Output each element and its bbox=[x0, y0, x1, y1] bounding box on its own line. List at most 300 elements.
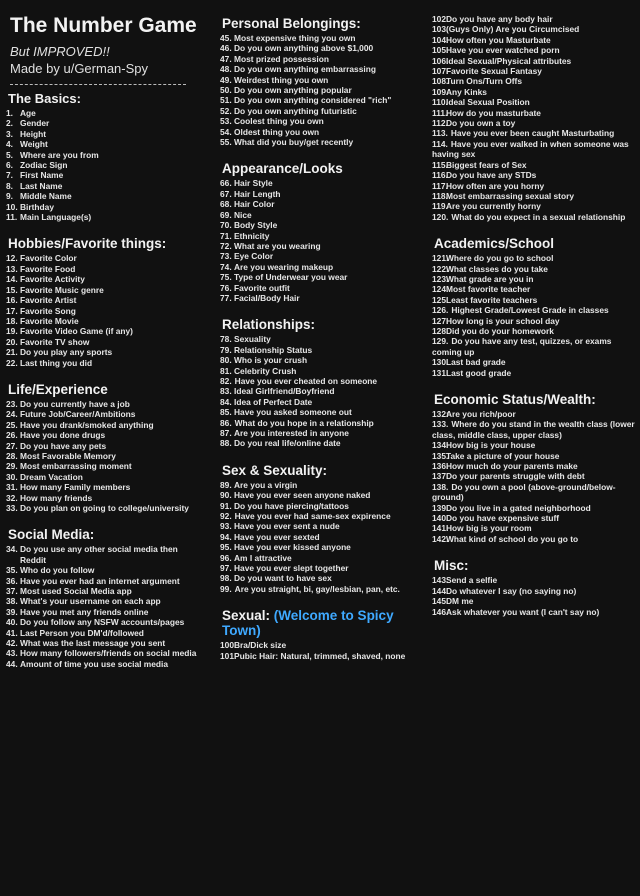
question-list bbox=[432, 409, 636, 544]
question-number: 80. bbox=[220, 355, 232, 366]
question-item bbox=[6, 253, 202, 263]
question-item bbox=[220, 386, 416, 396]
question-item bbox=[220, 95, 416, 105]
question-number: 97. bbox=[220, 563, 232, 574]
question-text: Last Name bbox=[20, 180, 63, 191]
question-item bbox=[6, 108, 202, 118]
question-number: 34. bbox=[6, 544, 18, 555]
question-number: 127. bbox=[432, 315, 449, 326]
question-number: 125. bbox=[432, 294, 449, 305]
question-text: Have you ever sent a nude bbox=[234, 521, 340, 532]
question-item bbox=[220, 334, 416, 344]
question-text: Do you plan on going to college/university bbox=[20, 503, 189, 513]
question-item bbox=[6, 607, 202, 617]
question-number: 14. bbox=[6, 274, 18, 285]
question-text: Did you do your homework bbox=[446, 325, 554, 336]
question-text: Facial/Body Hair bbox=[234, 292, 300, 303]
question-item bbox=[220, 397, 416, 407]
question-item bbox=[432, 181, 636, 191]
question-item bbox=[432, 45, 636, 55]
question-number: 88. bbox=[220, 438, 232, 449]
question-item bbox=[6, 285, 202, 295]
question-number: 71. bbox=[220, 230, 232, 241]
question-number: 44. bbox=[6, 658, 18, 669]
question-item bbox=[6, 420, 202, 430]
question-text: Who do you follow bbox=[20, 565, 95, 576]
question-item bbox=[220, 178, 416, 188]
question-item bbox=[432, 76, 636, 86]
question-item bbox=[220, 127, 416, 137]
question-text: Have you done drugs bbox=[20, 430, 106, 441]
question-number: 98. bbox=[220, 573, 232, 584]
question-number: 126. bbox=[432, 305, 449, 316]
question-item bbox=[432, 253, 636, 263]
question-item bbox=[220, 428, 416, 438]
question-list bbox=[432, 253, 636, 378]
question-text: Most Favorable Memory bbox=[20, 450, 116, 461]
question-item bbox=[432, 118, 636, 128]
question-item bbox=[432, 523, 636, 533]
dashed-divider bbox=[10, 84, 186, 85]
question-number: 134. bbox=[432, 440, 449, 451]
question-number: 76. bbox=[220, 282, 232, 293]
question-text: What do you expect in a sexual relationship bbox=[451, 211, 626, 222]
question-number: 6. bbox=[6, 160, 13, 171]
question-text: Ideal Sexual/Physical attributes bbox=[446, 55, 572, 66]
question-text: Pubic Hair: Natural, trimmed, shaved, none bbox=[234, 650, 406, 661]
question-number: 104. bbox=[432, 34, 449, 45]
question-item bbox=[6, 181, 202, 191]
question-text: What did you buy/get recently bbox=[234, 137, 354, 148]
question-text: Turn Ons/Turn Offs bbox=[446, 76, 522, 87]
question-item bbox=[432, 503, 636, 513]
question-text: Are you interested in anyone bbox=[234, 428, 349, 438]
question-item bbox=[432, 295, 636, 305]
question-number: 137. bbox=[432, 471, 449, 482]
question-number: 121. bbox=[432, 253, 449, 264]
question-number: 138. bbox=[432, 481, 449, 492]
question-text: Have you ever been caught Masturbating bbox=[450, 128, 615, 139]
question-text: How do you masturbate bbox=[446, 107, 541, 118]
question-item bbox=[220, 272, 416, 282]
question-item bbox=[6, 565, 202, 575]
question-number: 128. bbox=[432, 325, 449, 336]
question-item bbox=[432, 575, 636, 585]
section-heading-social: Social Media: bbox=[8, 527, 95, 543]
question-item bbox=[220, 106, 416, 116]
question-number: 54. bbox=[220, 126, 232, 137]
question-number: 122. bbox=[432, 263, 449, 274]
question-number: 17. bbox=[6, 305, 18, 316]
question-text: Highest Grade/Lowest Grade in classes bbox=[451, 305, 609, 316]
question-item bbox=[432, 482, 636, 503]
question-text: Ideal Sexual Position bbox=[446, 97, 530, 108]
question-text: Gender bbox=[20, 118, 50, 129]
question-number: 102. bbox=[432, 14, 449, 24]
question-text: Weight bbox=[20, 139, 48, 150]
question-text: Nice bbox=[234, 209, 252, 220]
question-item bbox=[432, 139, 636, 160]
question-number: 1. bbox=[6, 108, 13, 118]
question-text: Dream Vacation bbox=[20, 471, 83, 482]
question-text: Hair Style bbox=[234, 178, 273, 189]
question-item bbox=[220, 189, 416, 199]
question-text: Main Language(s) bbox=[20, 212, 92, 223]
question-number: 116. bbox=[432, 170, 448, 181]
question-item bbox=[6, 337, 202, 347]
question-number: 112. bbox=[432, 118, 448, 129]
question-item bbox=[6, 503, 202, 513]
question-number: 31. bbox=[6, 482, 18, 493]
question-text: Have you asked someone out bbox=[234, 407, 352, 418]
question-item bbox=[6, 139, 202, 149]
question-text: Have you ever watched porn bbox=[446, 45, 560, 56]
question-text: Favorite Sexual Fantasy bbox=[446, 66, 542, 77]
question-number: 22. bbox=[6, 357, 18, 368]
question-item bbox=[6, 617, 202, 627]
question-number: 132: bbox=[432, 409, 449, 419]
question-item bbox=[432, 336, 636, 357]
question-text: Have you ever slept together bbox=[234, 563, 349, 574]
question-text: Do you real life/online date bbox=[234, 438, 341, 449]
question-item bbox=[6, 648, 202, 658]
question-item bbox=[432, 212, 636, 222]
question-text: Relationship Status bbox=[234, 344, 313, 355]
question-number: 96. bbox=[220, 552, 232, 563]
question-text: Are you straight, bi, gay/lesbian, pan, etc. bbox=[234, 583, 400, 594]
question-number: 74. bbox=[220, 261, 232, 272]
question-number: 49. bbox=[220, 74, 232, 85]
question-item bbox=[220, 199, 416, 209]
question-number: 111. bbox=[432, 107, 448, 118]
question-number: 78. bbox=[220, 334, 232, 345]
question-number: 55. bbox=[220, 137, 232, 148]
question-item bbox=[432, 87, 636, 97]
question-text: Where do you stand in the wealth class (lower class, middle class, upper class) bbox=[432, 419, 635, 440]
question-item bbox=[6, 399, 202, 409]
question-number: 5. bbox=[6, 149, 13, 160]
question-item bbox=[432, 316, 636, 326]
question-text: Type of Underwear you wear bbox=[234, 272, 348, 283]
question-text: Body Style bbox=[234, 220, 278, 231]
question-text: Any Kinks bbox=[446, 86, 487, 97]
question-text: Most expensive thing you own bbox=[234, 33, 356, 43]
question-number: 36. bbox=[6, 575, 18, 586]
question-list bbox=[6, 399, 202, 513]
question-item bbox=[220, 293, 416, 303]
column-right bbox=[432, 0, 636, 617]
question-number: 28. bbox=[6, 450, 18, 461]
question-item bbox=[6, 212, 202, 222]
question-text: How big is your room bbox=[446, 523, 532, 534]
question-text: Sexuality bbox=[234, 334, 271, 345]
question-text: Bra/Dick size bbox=[234, 640, 287, 651]
question-text: What kind of school do you go to bbox=[446, 533, 579, 544]
question-text: What are you wearing bbox=[234, 240, 321, 251]
question-text: Are you rich/poor bbox=[446, 409, 516, 419]
section-heading-relationships: Relationships: bbox=[222, 317, 316, 333]
question-text: Middle Name bbox=[20, 191, 72, 202]
question-text: How often are you horny bbox=[446, 180, 545, 191]
question-item bbox=[432, 66, 636, 76]
question-number: 13. bbox=[6, 263, 18, 274]
question-item bbox=[220, 553, 416, 563]
question-number: 146. bbox=[432, 606, 449, 617]
question-item bbox=[220, 345, 416, 355]
question-text: Send a selfie bbox=[446, 575, 498, 586]
question-text: Do you have piercing/tattoos bbox=[234, 500, 349, 511]
question-text: Most used Social Media app bbox=[20, 586, 132, 597]
question-item bbox=[6, 118, 202, 128]
question-item bbox=[220, 241, 416, 251]
question-text: Do you have any STDs bbox=[446, 170, 537, 181]
question-number: 3. bbox=[6, 128, 13, 139]
question-item bbox=[220, 366, 416, 376]
question-item bbox=[432, 368, 636, 378]
question-number: 105. bbox=[432, 45, 449, 56]
question-item bbox=[220, 521, 416, 531]
question-item bbox=[6, 295, 202, 305]
question-item bbox=[220, 251, 416, 261]
question-text: What do you hope in a relationship bbox=[234, 417, 374, 428]
question-text: Have you ever kissed anyone bbox=[234, 542, 351, 553]
question-number: 124. bbox=[432, 284, 449, 295]
sexual-heading-label: Sexual: bbox=[222, 608, 271, 624]
question-item bbox=[432, 305, 636, 315]
question-text: How often you Masturbate bbox=[446, 34, 551, 45]
question-number: 93. bbox=[220, 521, 232, 532]
question-item bbox=[432, 14, 636, 24]
question-item bbox=[432, 440, 636, 450]
question-number: 20. bbox=[6, 336, 18, 347]
question-number: 79. bbox=[220, 344, 232, 355]
question-number: 30. bbox=[6, 471, 18, 482]
question-text: Have you ever cheated on someone bbox=[234, 375, 378, 386]
question-item bbox=[432, 596, 636, 606]
question-number: 133. bbox=[432, 419, 449, 430]
question-number: 12. bbox=[6, 253, 18, 264]
question-text: Do you own anything above $1,000 bbox=[234, 43, 374, 54]
question-text: Do you follow any NSFW accounts/pages bbox=[20, 617, 185, 628]
question-text: Do you want to have sex bbox=[234, 573, 332, 584]
question-number: 19. bbox=[6, 326, 18, 337]
question-number: 33. bbox=[6, 503, 18, 513]
question-item bbox=[432, 461, 636, 471]
question-text: Do you have any pets bbox=[20, 440, 107, 451]
question-item bbox=[432, 170, 636, 180]
question-item bbox=[220, 33, 416, 43]
question-text: Do you have any test, quizzes, or exams coming up bbox=[432, 336, 612, 357]
question-number: 81. bbox=[220, 365, 232, 376]
question-item bbox=[220, 355, 416, 365]
question-number: 141. bbox=[432, 523, 449, 534]
question-text: Do your parents struggle with debt bbox=[446, 471, 585, 482]
question-text: Are you wearing makeup bbox=[234, 261, 334, 272]
question-text: Take a picture of your house bbox=[446, 450, 560, 461]
question-item bbox=[6, 472, 202, 482]
section-heading-appearance: Appearance/Looks bbox=[222, 161, 343, 177]
question-number: 89. bbox=[220, 479, 232, 490]
question-item bbox=[220, 231, 416, 241]
question-item bbox=[6, 430, 202, 440]
question-text: Have you ever had same-sex expirence bbox=[234, 511, 391, 522]
question-text: Favorite Movie bbox=[20, 315, 79, 326]
question-number: 46. bbox=[220, 43, 232, 54]
question-text: Favorite outfit bbox=[234, 282, 290, 293]
question-text: Ethnicity bbox=[234, 230, 270, 241]
question-list bbox=[6, 253, 202, 367]
question-number: 117. bbox=[432, 180, 448, 191]
question-item bbox=[220, 501, 416, 511]
question-list bbox=[220, 33, 416, 147]
question-number: 24. bbox=[6, 409, 18, 420]
question-item bbox=[6, 160, 202, 170]
question-number: 16. bbox=[6, 295, 18, 306]
question-number: 90. bbox=[220, 490, 232, 501]
question-number: 67. bbox=[220, 188, 232, 199]
question-text: Are you a virgin bbox=[234, 479, 298, 490]
question-number: 32. bbox=[6, 492, 18, 503]
question-number: 77. bbox=[220, 292, 232, 303]
credit-line: Made by u/German-Spy bbox=[10, 61, 149, 76]
question-text: Have you ever had an internet argument bbox=[20, 575, 180, 586]
question-item bbox=[432, 191, 636, 201]
question-number: 129. bbox=[432, 336, 449, 347]
question-item bbox=[6, 306, 202, 316]
question-number: 94. bbox=[220, 531, 232, 542]
question-text: Favorite Activity bbox=[20, 274, 85, 285]
question-number: 23. bbox=[6, 398, 18, 409]
question-item bbox=[6, 576, 202, 586]
question-list bbox=[220, 640, 416, 661]
question-number: 29. bbox=[6, 461, 18, 472]
question-item bbox=[220, 116, 416, 126]
question-text: Idea of Perfect Date bbox=[234, 396, 313, 407]
question-text: What classes do you take bbox=[446, 263, 548, 274]
question-text: Most favorite teacher bbox=[446, 284, 531, 295]
question-number: 68. bbox=[220, 199, 232, 210]
question-item bbox=[432, 201, 636, 211]
question-text: Do you own a pool (above-ground/below-ground) bbox=[432, 481, 616, 503]
question-text: Coolest thing you own bbox=[234, 116, 324, 127]
section-heading-academics: Academics/School bbox=[434, 236, 555, 252]
question-number: 109. bbox=[432, 86, 449, 97]
question-text: Do you own a toy bbox=[446, 118, 516, 129]
section-heading-sexual bbox=[222, 608, 416, 638]
question-text: Height bbox=[20, 128, 47, 139]
question-text: Least favorite teachers bbox=[446, 294, 538, 305]
section-heading-life: Life/Experience bbox=[8, 381, 108, 397]
question-number: 40. bbox=[6, 617, 18, 628]
question-number: 66. bbox=[220, 178, 232, 189]
question-number: 136. bbox=[432, 461, 449, 472]
column-left bbox=[6, 0, 202, 669]
question-item bbox=[220, 75, 416, 85]
question-number: 103. bbox=[432, 24, 449, 35]
question-item bbox=[220, 584, 416, 594]
question-item bbox=[6, 638, 202, 648]
question-text: Hair Color bbox=[234, 199, 275, 210]
question-item bbox=[432, 513, 636, 523]
question-text: Last good grade bbox=[446, 367, 512, 378]
question-text: Do you have any body hair bbox=[446, 14, 553, 24]
question-item bbox=[6, 191, 202, 201]
question-number: 100. bbox=[220, 640, 237, 651]
question-number: 47. bbox=[220, 53, 232, 64]
question-number: 135. bbox=[432, 450, 449, 461]
question-item bbox=[432, 35, 636, 45]
question-number: 41. bbox=[6, 627, 18, 638]
question-item bbox=[220, 262, 416, 272]
section-heading-sex: Sex & Sexuality: bbox=[222, 462, 328, 478]
question-item bbox=[220, 651, 416, 661]
question-text: Do you live in a gated neighborhood bbox=[446, 502, 591, 513]
question-number: 131. bbox=[432, 367, 449, 378]
question-item bbox=[6, 451, 202, 461]
question-text: Do you own anything considered "rich" bbox=[234, 95, 392, 106]
question-item bbox=[220, 542, 416, 552]
question-text: What was the last message you sent bbox=[20, 638, 166, 649]
question-number: 7. bbox=[6, 170, 13, 181]
question-number: 106. bbox=[432, 55, 449, 66]
question-item bbox=[432, 534, 636, 544]
question-text: Are you currently horny bbox=[446, 201, 541, 212]
question-text: Have you ever sexted bbox=[234, 531, 320, 542]
section-heading-misc: Misc: bbox=[434, 558, 469, 574]
question-item bbox=[432, 97, 636, 107]
question-text: Favorite Song bbox=[20, 305, 76, 316]
question-text: Have you ever seen anyone naked bbox=[234, 490, 371, 501]
question-item bbox=[6, 358, 202, 368]
question-number: 92. bbox=[220, 511, 232, 522]
question-item bbox=[6, 493, 202, 503]
question-text: Hair Length bbox=[234, 188, 281, 199]
question-text: Celebrity Crush bbox=[234, 365, 297, 376]
question-text: How many followers/friends on social media bbox=[20, 648, 197, 659]
question-item bbox=[6, 586, 202, 596]
question-number: 69. bbox=[220, 209, 232, 220]
question-text: Most embarrassing moment bbox=[20, 461, 132, 472]
question-item bbox=[6, 409, 202, 419]
question-number: 86. bbox=[220, 417, 232, 428]
question-number: 143. bbox=[432, 575, 449, 586]
section-heading-economic: Economic Status/Wealth: bbox=[434, 392, 596, 407]
question-number: 139. bbox=[432, 502, 449, 513]
question-number: 37. bbox=[6, 586, 18, 597]
question-item bbox=[220, 64, 416, 74]
question-number: 85. bbox=[220, 407, 232, 418]
question-number: 48. bbox=[220, 64, 232, 75]
question-number: 26. bbox=[6, 430, 18, 441]
question-item bbox=[220, 85, 416, 95]
question-item bbox=[432, 607, 636, 617]
question-text: Have you ever walked in when someone was having sex bbox=[432, 138, 629, 160]
question-number: 18. bbox=[6, 315, 18, 326]
question-number: 45. bbox=[220, 33, 232, 43]
question-text: How big is your house bbox=[446, 440, 536, 451]
question-text: Most prized possession bbox=[234, 53, 329, 64]
question-number: 50. bbox=[220, 85, 232, 96]
question-text: Oldest thing you own bbox=[234, 126, 320, 137]
question-item bbox=[6, 659, 202, 669]
question-number: 118. bbox=[432, 190, 448, 201]
question-list bbox=[432, 575, 636, 617]
question-item bbox=[6, 316, 202, 326]
question-item bbox=[432, 24, 636, 34]
question-list bbox=[432, 14, 636, 222]
question-item bbox=[220, 511, 416, 521]
question-item bbox=[432, 471, 636, 481]
